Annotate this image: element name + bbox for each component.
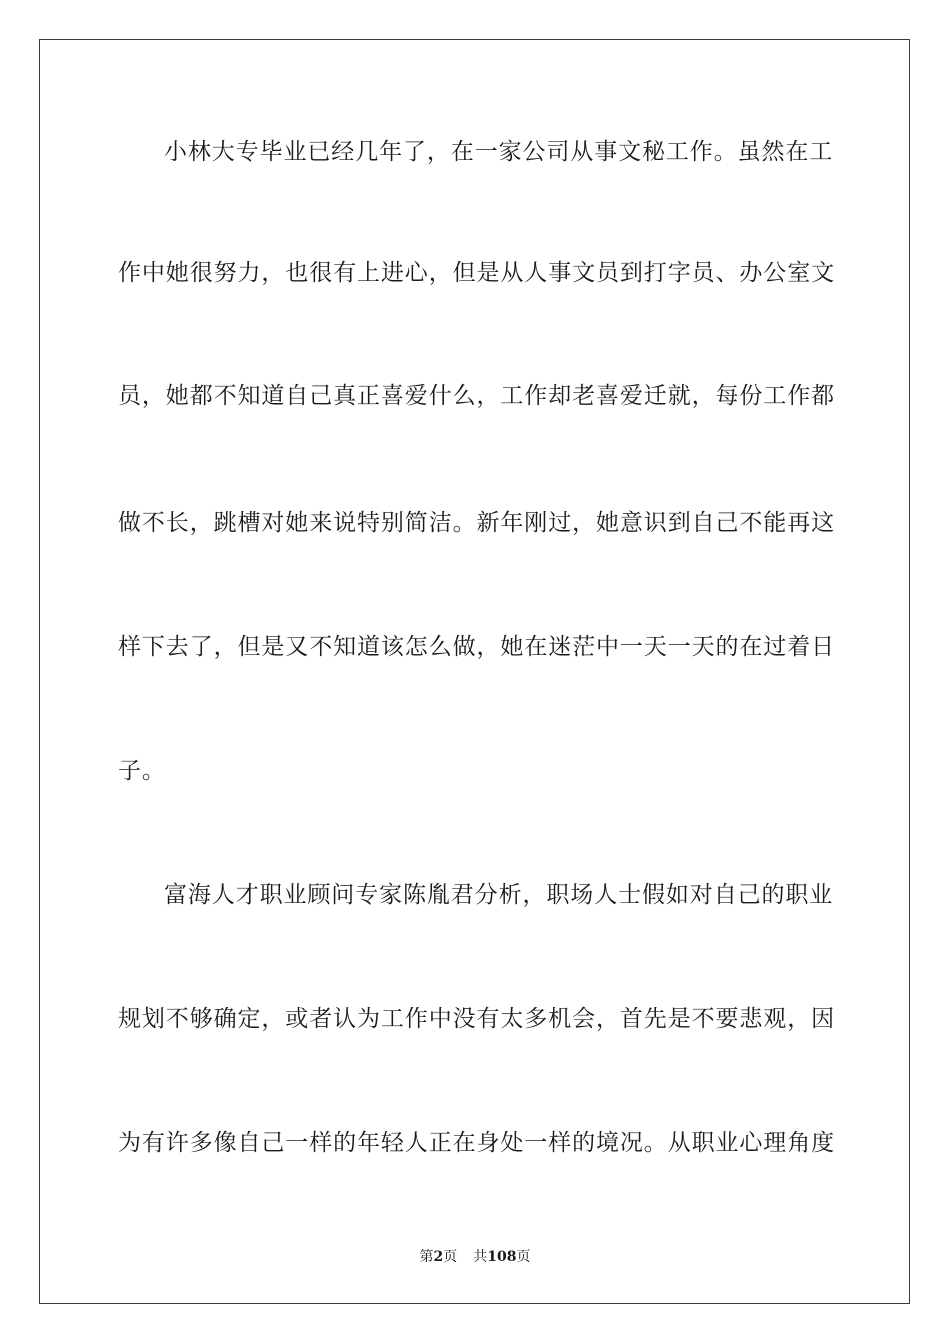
total-suffix: 页 <box>516 1249 531 1265</box>
page-suffix: 页 <box>443 1249 458 1265</box>
page-number: 2 <box>433 1249 444 1265</box>
paragraph-2-line-2: 规划不够确定，或者认为工作中没有太多机会，首先是不要悲观，因 <box>118 1006 835 1032</box>
paragraph-1-line-2: 作中她很努力，也很有上进心，但是从人事文员到打字员、办公室文 <box>118 260 835 286</box>
paragraph-1-line-3: 员，她都不知道自己真正喜爱什么，工作却老喜爱迁就，每份工作都 <box>118 383 835 409</box>
paragraph-2-line-3: 为有许多像自己一样的年轻人正在身处一样的境况。从职业心理角度 <box>118 1130 835 1156</box>
paragraph-2-line-1: 富海人才职业顾问专家陈胤君分析，职场人士假如对自己的职业 <box>164 882 834 908</box>
page-prefix: 第 <box>419 1249 434 1265</box>
paragraph-1-line-1: 小林大专毕业已经几年了，在一家公司从事文秘工作。虽然在工 <box>164 139 834 165</box>
paragraph-1-line-5: 样下去了，但是又不知道该怎么做，她在迷茫中一天一天的在过着日 <box>118 634 835 660</box>
paragraph-1-line-4: 做不长，跳槽对她来说特别简洁。新年刚过，她意识到自己不能再这 <box>118 510 835 536</box>
total-pages: 108 <box>487 1249 517 1265</box>
paragraph-1-line-6: 子。 <box>118 758 166 784</box>
total-prefix: 共 <box>473 1249 488 1265</box>
page-footer <box>0 1248 950 1266</box>
page-border <box>39 39 910 1304</box>
